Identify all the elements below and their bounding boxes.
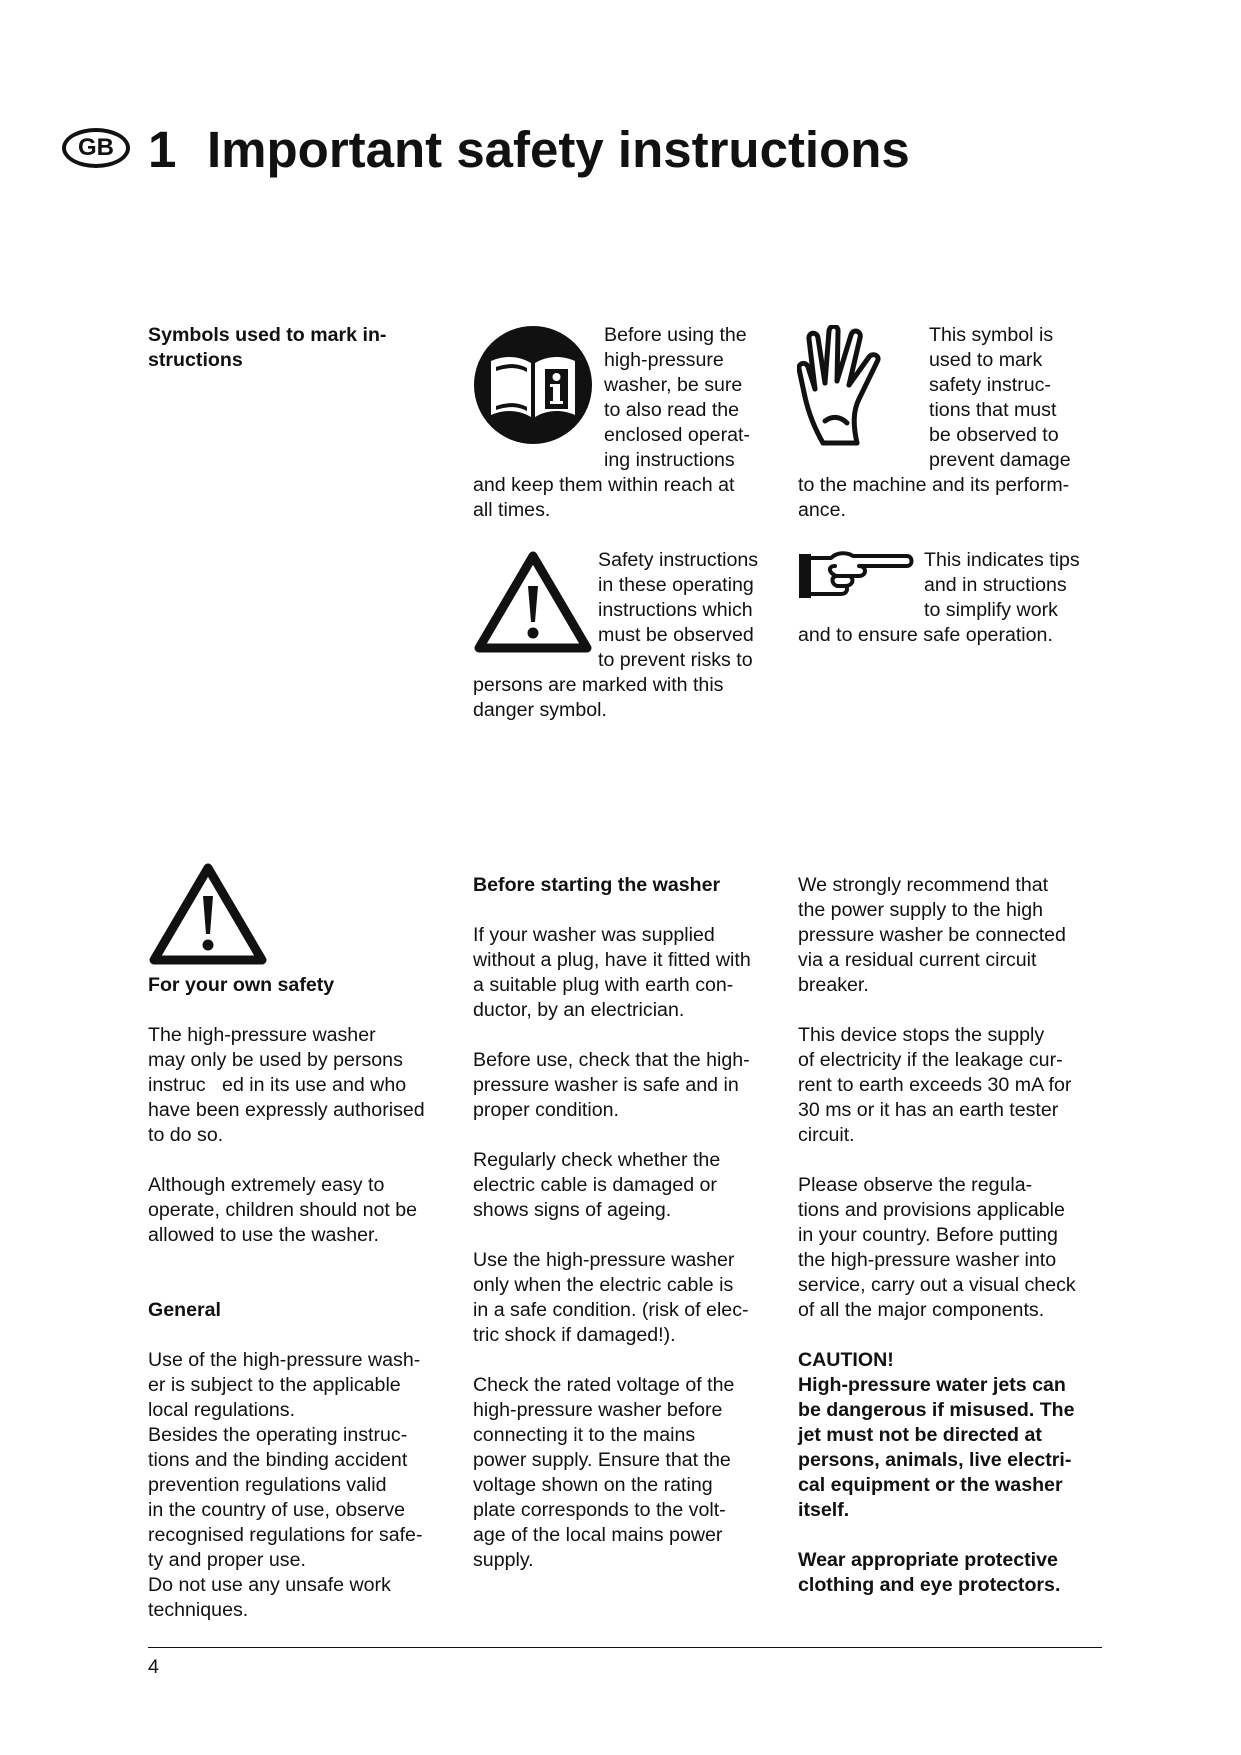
pointing-hand-icon — [797, 548, 915, 604]
general-heading: General — [148, 1299, 221, 1321]
plug-paragraph: If your washer was supplied without a plug, have it fitted with a suitable plug with earth con- ductor, by an electrician. — [473, 924, 751, 1021]
page-number: 4 — [148, 1656, 159, 1678]
tip-text-top: This indicates tips and in structions to simplify work — [924, 549, 1080, 621]
voltage-paragraph: Check the rated voltage of the high-pressure washer before connecting it to the mains power supply. Ensure that the voltage shown on the rating plate corresponds to the volt- age of the local mains power supply. — [473, 1374, 735, 1571]
cable-check-paragraph: Regularly check whether the electric cable is damaged or shows signs of ageing. — [473, 1149, 721, 1221]
condition-paragraph: Before use, check that the high- pressure washer is safe and in proper condition. — [473, 1049, 750, 1121]
own-safety-paragraph-2: Although extremely easy to operate, children should not be allowed to use the washer. — [148, 1174, 418, 1246]
general-paragraph: Use of the high-pressure wash- er is subject to the applicable local regulations. Besides the operating instruc- tions and the binding accident prevention regulations valid in the country of use, observe recognised regulations for safe- ty and proper use. Do not use any unsafe work techniques. — [148, 1349, 423, 1621]
protective-clothing-text: Wear appropriate protective clothing and eye protectors. — [798, 1549, 1061, 1596]
column-2 — [473, 873, 783, 1573]
chapter-number: 1 — [148, 121, 177, 178]
footer-rule — [148, 1647, 1102, 1648]
danger-text-bottom: persons are marked with this danger symbol. — [473, 674, 724, 721]
caution-text: High-pressure water jets can be dangerous if misused. The jet must not be directed at persons, animals, live electri- cal equipment or the washer itself. — [798, 1374, 1075, 1521]
warning-triangle-icon — [148, 862, 268, 966]
before-starting-heading: Before starting the washer — [473, 874, 721, 896]
own-safety-paragraph-1: The high-pressure washer may only be used by persons instruc ed in its use and who have been expressly authorised to do so. — [148, 1024, 425, 1146]
stop-hand-icon — [797, 325, 897, 450]
danger-text-top: Safety instructions in these operating instructions which must be observed to prevent risks to — [598, 549, 759, 671]
regulations-paragraph: Please observe the regula- tions and provisions applicable in your country. Before putting the high-pressure washer into service, carry out a visual check of all the major components. — [798, 1174, 1076, 1321]
read-manual-text-bottom: and keep them within reach at all times. — [473, 474, 735, 521]
country-badge: GB — [62, 128, 130, 168]
own-safety-heading: For your own safety — [148, 974, 335, 996]
caution-heading: CAUTION! — [798, 1349, 894, 1371]
cable-safe-paragraph: Use the high-pressure washer only when the electric cable is in a safe condition. (risk of elec- tric shock if damaged!). — [473, 1249, 749, 1346]
rcd-paragraph: We strongly recommend that the power supply to the high pressure washer be connected via a residual current circuit breaker. — [798, 874, 1066, 996]
column-3 — [798, 873, 1108, 1598]
column-1 — [148, 973, 458, 1623]
leakage-paragraph: This device stops the supply of electricity if the leakage cur- rent to earth exceeds 30 mA for 30 ms or it has an earth tester circuit. — [798, 1024, 1072, 1146]
hand-text-bottom: to the machine and its perform- ance. — [798, 474, 1070, 521]
read-manual-text-top: Before using the high-pressure washer, be sure to also read the enclosed operat- ing instructions — [604, 324, 750, 471]
info-book-icon — [473, 325, 593, 445]
page-title: Important safety instructions — [207, 121, 910, 178]
hand-text-top: This symbol is used to mark safety instruc- tions that must be observed to prevent damage — [929, 324, 1071, 471]
warning-triangle-icon — [473, 550, 593, 654]
tip-text-bottom: and to ensure safe operation. — [798, 624, 1053, 646]
symbols-heading: Symbols used to mark in- structions — [148, 324, 387, 371]
